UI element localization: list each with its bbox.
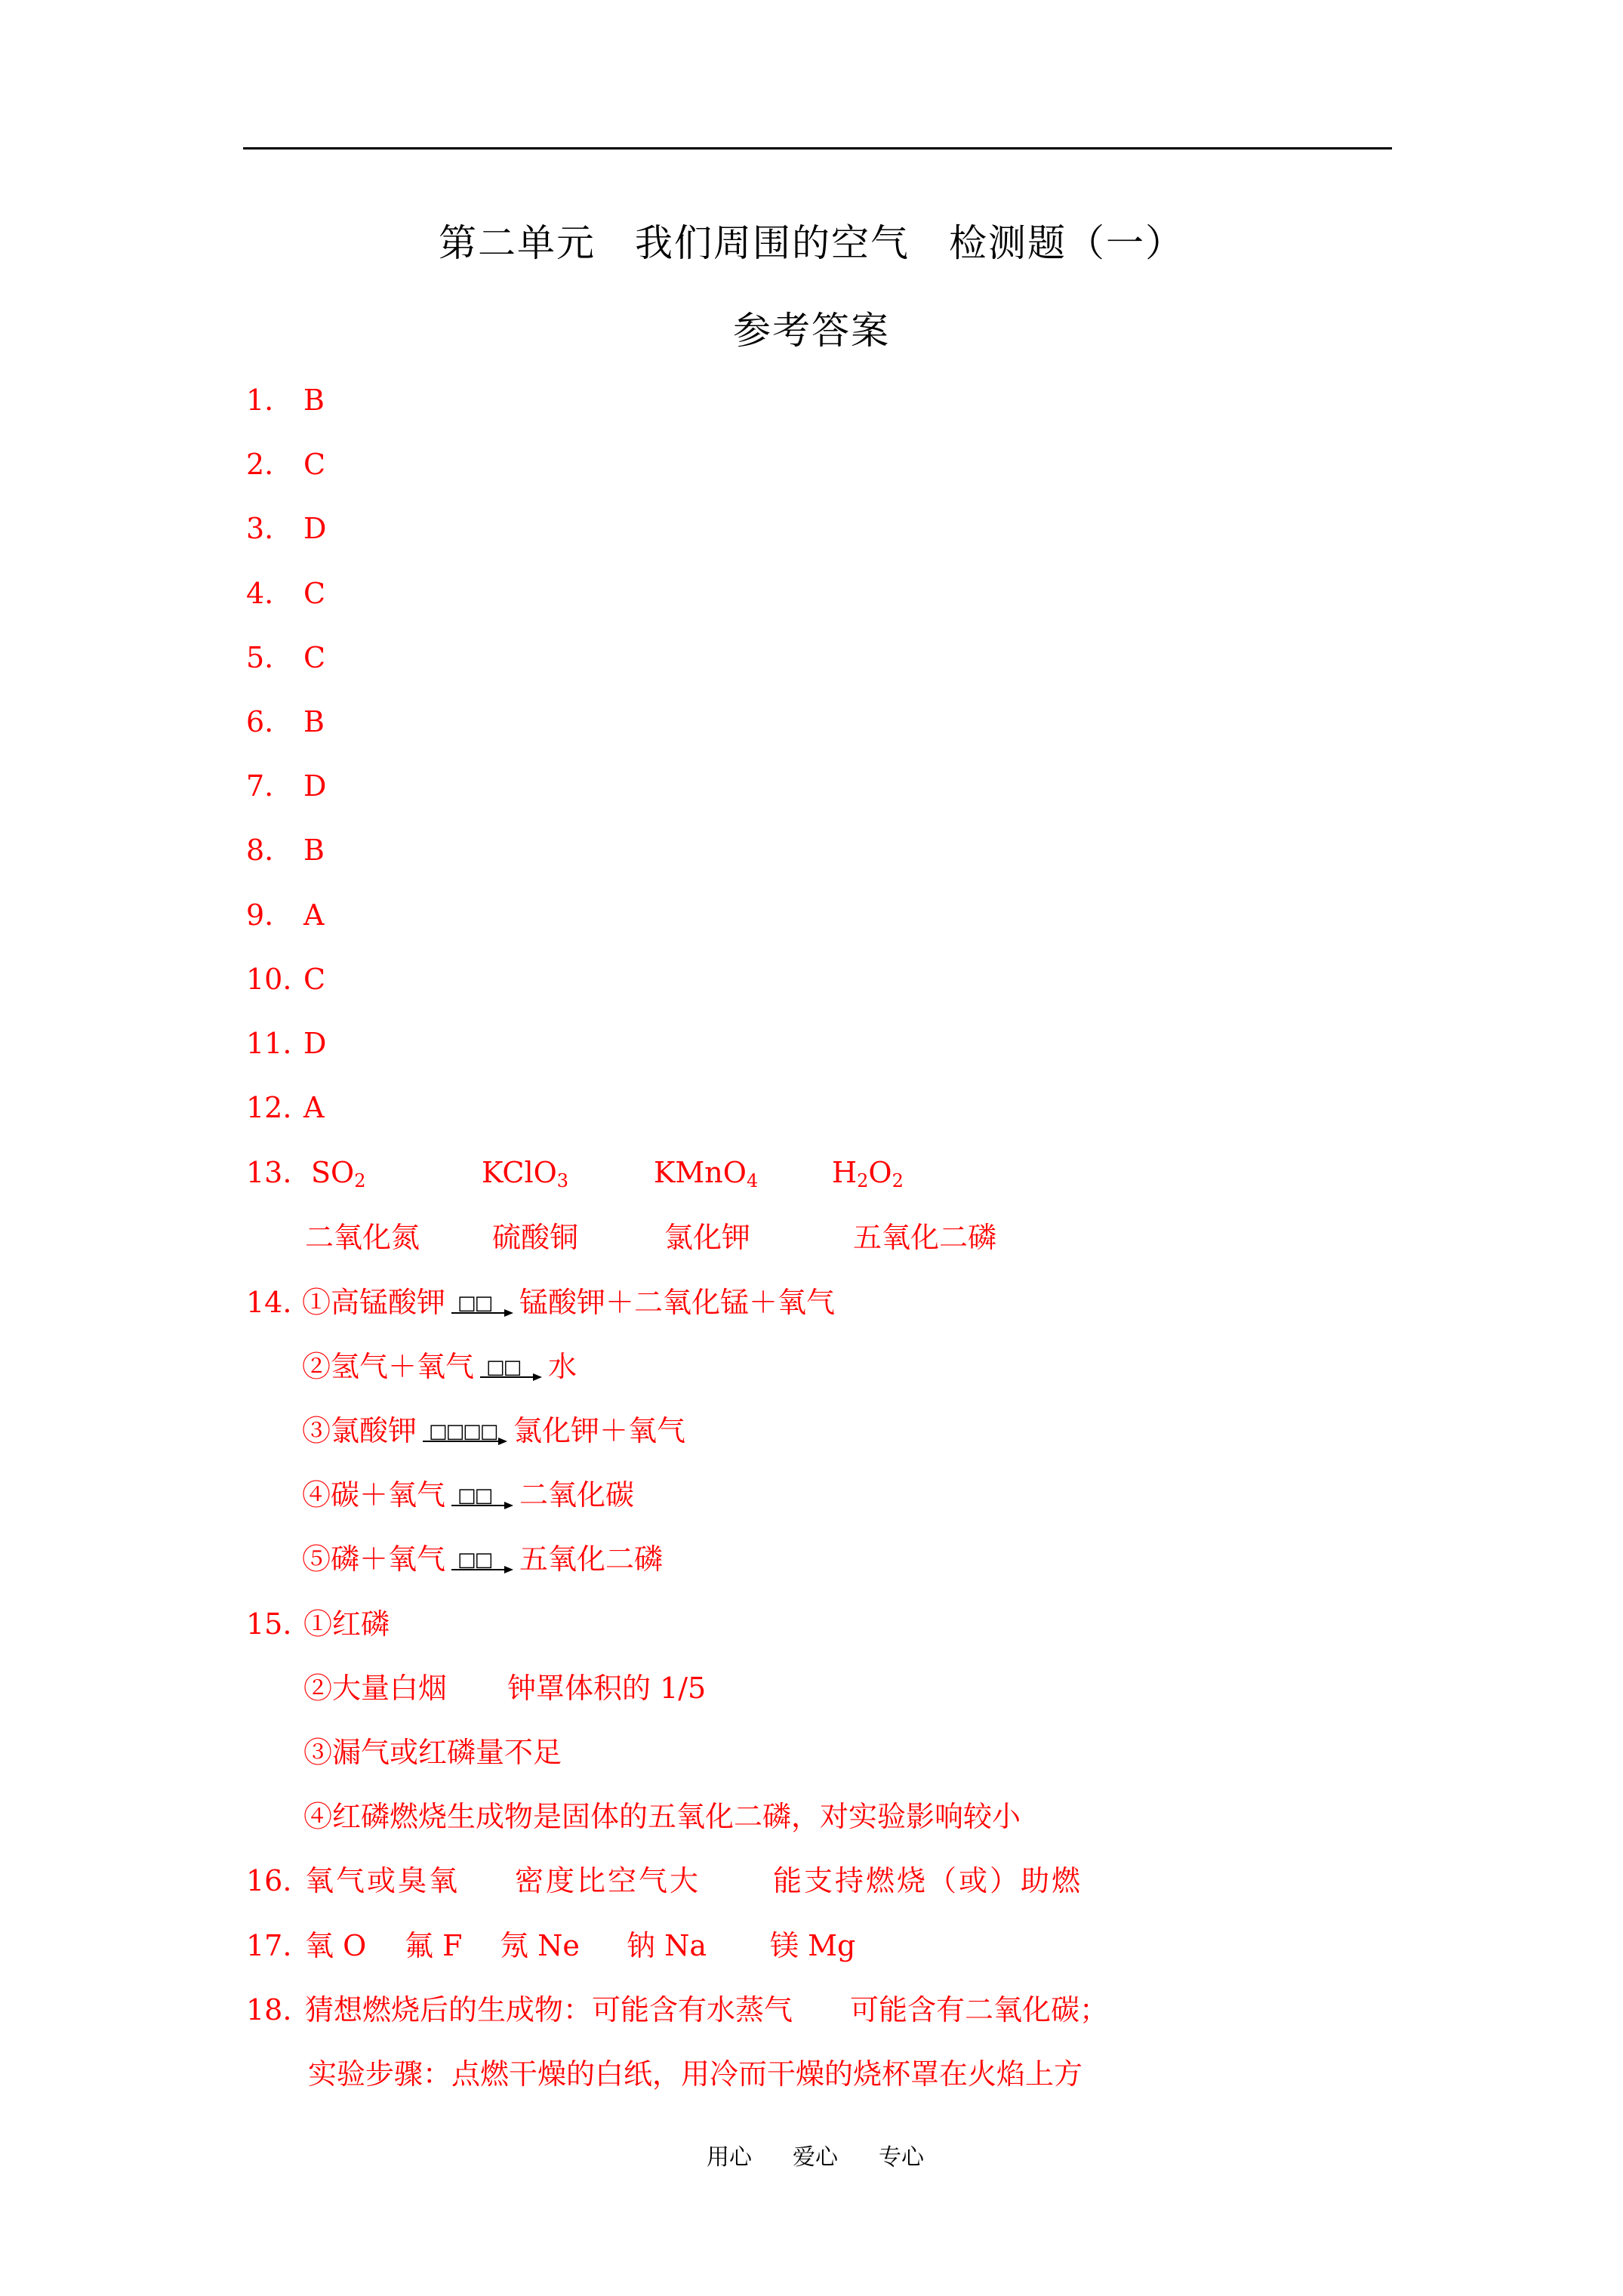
choice-letter: C	[303, 577, 326, 610]
question-number: 2.	[246, 448, 274, 481]
header-rule	[243, 147, 1392, 149]
answer-line: 实验步骤：点燃干燥的白纸，用冷而干燥的烧杯罩在火焰上方	[308, 2057, 1083, 2091]
answer-line: ②大量白烟	[303, 1672, 448, 1705]
reaction-condition: □□	[486, 1355, 521, 1379]
reaction-products: 水	[548, 1350, 577, 1383]
page-title: 第二单元 我们周围的空气 检测题（一）	[439, 221, 1184, 265]
answer-item: 密度比空气大	[515, 1864, 701, 1897]
footer-text: 用心	[707, 2144, 752, 2171]
question-number: 13.	[246, 1156, 292, 1189]
question-number: 18.	[246, 1993, 292, 2026]
question-number: 12.	[246, 1091, 292, 1124]
reaction-condition: □□	[457, 1291, 492, 1314]
question-number: 14.	[246, 1286, 292, 1319]
reaction-products: 氯化钾＋氧气	[513, 1414, 686, 1447]
choice-letter: B	[303, 834, 325, 867]
reaction-arrow-icon	[450, 1547, 515, 1577]
answer-line: 猜想燃烧后的生成物：可能含有水蒸气 可能含有二氧化碳；	[305, 1993, 1109, 2026]
reaction-reactants: ②氢气＋氧气	[302, 1350, 475, 1383]
question-number: 11.	[246, 1027, 292, 1060]
element-symbol: 氖 Ne	[500, 1929, 580, 1962]
footer-text: 专心	[879, 2144, 924, 2171]
question-number: 10.	[246, 963, 292, 996]
reaction-arrow-icon	[450, 1483, 515, 1513]
choice-letter: D	[303, 512, 327, 545]
answer-item: 能支持燃烧（或）助燃	[773, 1864, 1083, 1897]
reaction-condition: □□	[457, 1548, 492, 1571]
question-number: 6.	[246, 705, 274, 738]
choice-letter: C	[303, 641, 326, 674]
compound-name: 氯化钾	[664, 1221, 751, 1254]
element-symbol: 钠 Na	[627, 1929, 707, 1962]
choice-letter: A	[303, 1091, 325, 1124]
reaction-row	[302, 1540, 663, 1578]
footer-text: 爱心	[793, 2144, 838, 2171]
choice-letter: C	[303, 963, 326, 996]
answer-item: 氧气或臭氧	[305, 1864, 460, 1897]
reaction-reactants: ⑤磷＋氧气	[302, 1542, 446, 1576]
answer-line: ④红磷燃烧生成物是固体的五氧化二磷，对实验影响较小	[303, 1800, 1021, 1833]
choice-letter: D	[303, 1027, 327, 1060]
reaction-reactants: ①高锰酸钾	[302, 1286, 446, 1319]
choice-letter: B	[303, 384, 325, 417]
question-number: 4.	[246, 577, 274, 610]
choice-letter: B	[303, 705, 325, 738]
compound-name: 硫酸铜	[492, 1221, 579, 1254]
reaction-reactants: ④碳＋氧气	[302, 1478, 446, 1512]
element-symbol: 氧 O	[305, 1929, 367, 1962]
reaction-arrow-icon	[450, 1290, 515, 1321]
question-number: 7.	[246, 769, 274, 803]
element-symbol: 镁 Mg	[770, 1929, 856, 1962]
choice-letter: C	[303, 448, 326, 481]
reaction-condition: □□	[457, 1484, 492, 1507]
formula-h2o2: $H_2O_2$	[832, 1156, 904, 1191]
reaction-row	[302, 1476, 634, 1514]
reaction-arrow-icon	[479, 1354, 544, 1385]
question-number: 8.	[246, 834, 274, 867]
answer-line: ③漏气或红磷量不足	[303, 1736, 562, 1769]
reaction-products: 五氧化二磷	[519, 1542, 664, 1576]
reaction-row	[302, 1348, 577, 1385]
reaction-condition: □□□□	[429, 1419, 497, 1443]
reaction-products: 锰酸钾＋二氧化锰＋氧气	[519, 1286, 836, 1319]
question-number: 9.	[246, 898, 274, 932]
question-number: 17.	[246, 1929, 292, 1962]
question-number: 15.	[246, 1607, 292, 1641]
element-symbol: 氟 F	[405, 1929, 463, 1962]
formula-so2: $SO_2$	[311, 1156, 366, 1191]
reaction-row	[302, 1284, 835, 1321]
question-number: 3.	[246, 512, 274, 545]
reaction-products: 二氧化碳	[519, 1478, 635, 1512]
answer-line: ①红磷	[303, 1607, 390, 1641]
page-subtitle: 参考答案	[733, 309, 890, 353]
choice-letter: A	[303, 898, 325, 932]
compound-name: 二氧化氮	[305, 1221, 420, 1254]
question-number: 5.	[246, 641, 274, 674]
reaction-arrow-icon	[421, 1419, 509, 1449]
choice-letter: D	[303, 769, 327, 803]
formula-kclo3: KClO$_3$	[482, 1156, 569, 1191]
reaction-reactants: ③氯酸钾	[302, 1414, 417, 1447]
question-number: 1.	[246, 384, 274, 417]
answer-line: 钟罩体积的 1/5	[507, 1672, 707, 1705]
reaction-row	[302, 1412, 685, 1450]
formula-kmno4: KMnO$_4$	[654, 1156, 759, 1191]
question-number: 16.	[246, 1864, 292, 1897]
compound-name: 五氧化二磷	[853, 1221, 997, 1254]
